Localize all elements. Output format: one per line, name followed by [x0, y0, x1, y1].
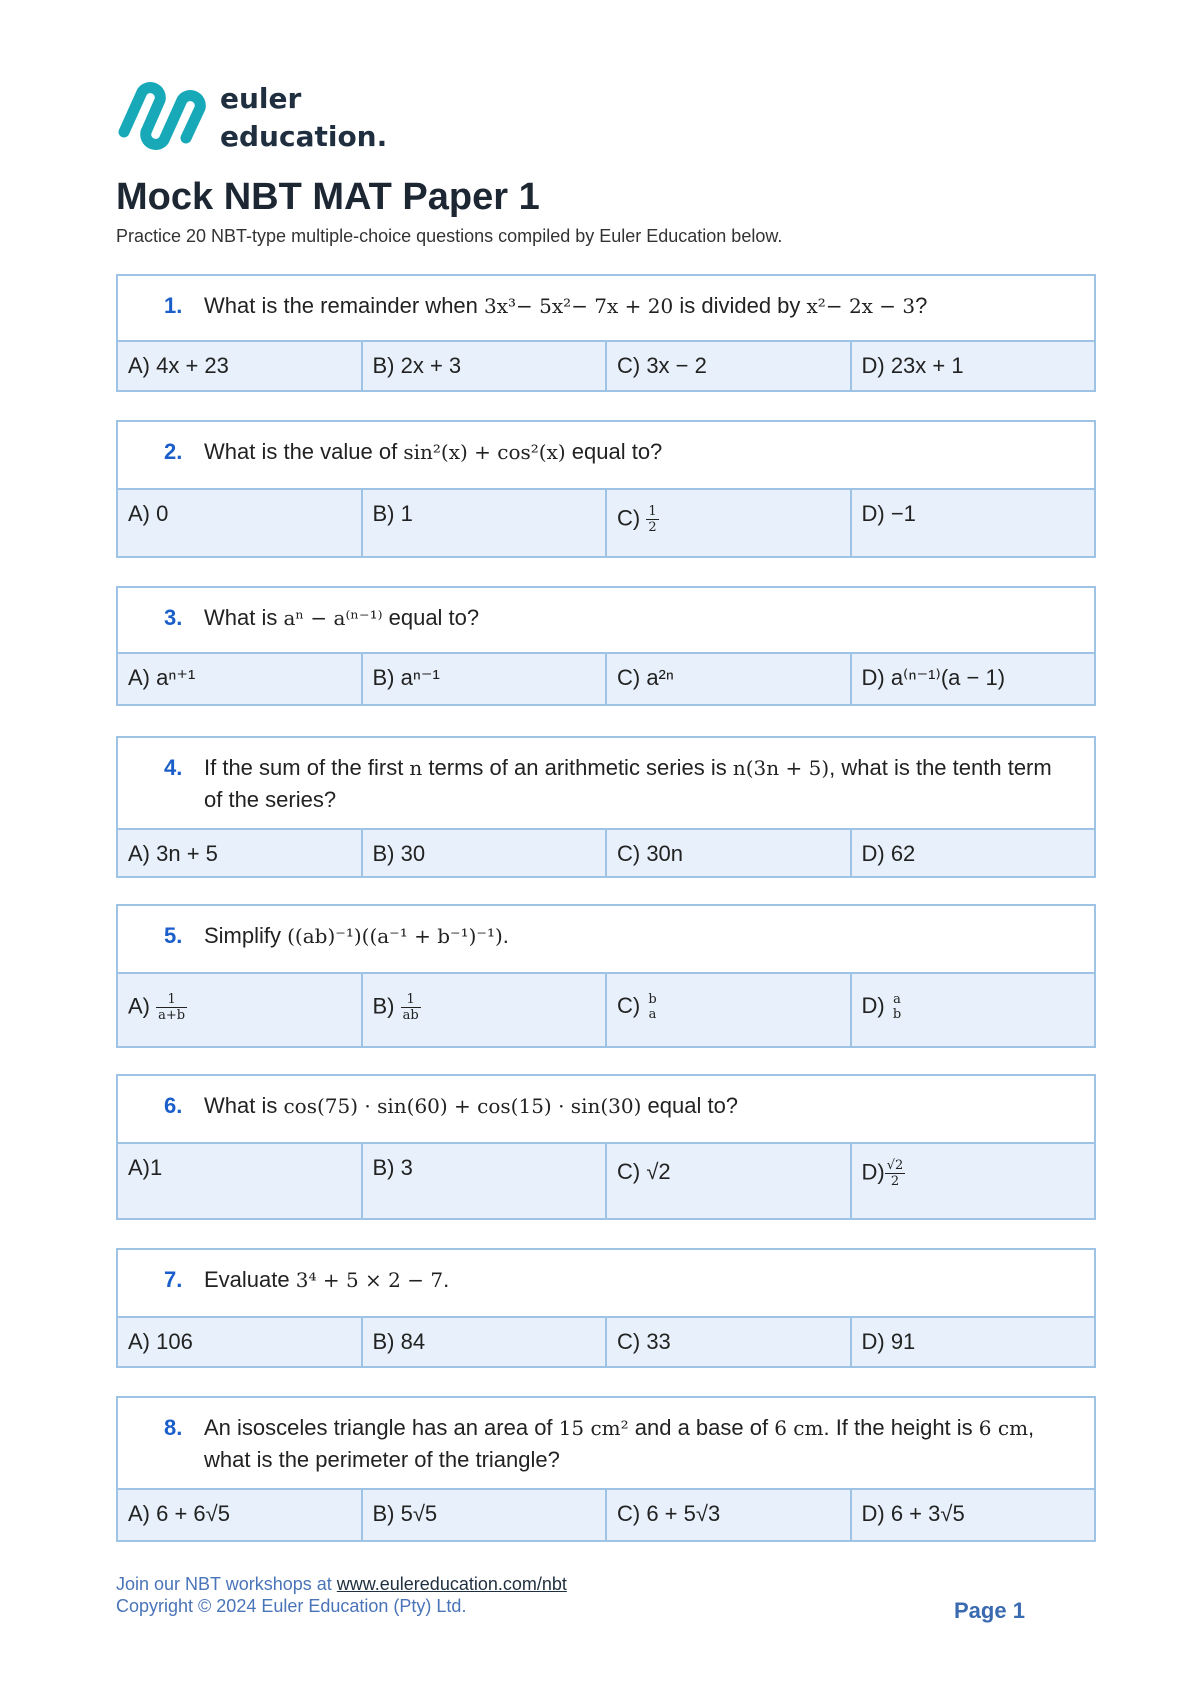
q-text: What is the value of	[204, 439, 404, 464]
page-number: Page 1	[954, 1598, 1025, 1623]
option-c[interactable]: C) a²ⁿ	[605, 654, 850, 704]
option-c[interactable]: C) 30n	[605, 830, 850, 876]
denominator: ab	[402, 1008, 419, 1023]
option-c[interactable]: C) 3x − 2	[605, 342, 850, 390]
fraction	[891, 992, 903, 1022]
question-text	[118, 1250, 1094, 1318]
option-b[interactable]	[361, 974, 606, 1046]
option-b[interactable]: B) 1	[361, 490, 606, 556]
numerator: 1	[156, 992, 187, 1008]
question-text	[118, 588, 1094, 654]
q-text: Evaluate	[204, 1267, 296, 1292]
denominator: a	[648, 1007, 657, 1023]
option-b[interactable]: B) 30	[361, 830, 606, 876]
q-text: .	[502, 923, 509, 948]
options-row	[118, 654, 1094, 704]
denominator: 2	[648, 520, 657, 535]
denominator: 2	[890, 1174, 900, 1189]
option-d[interactable]: D) 23x + 1	[850, 342, 1095, 390]
option-a[interactable]: A) 4x + 23	[128, 353, 229, 378]
option-a[interactable]: A) 3n + 5	[128, 841, 218, 866]
q-text: If the sum of the first	[204, 755, 410, 780]
logo-line-2: education.	[220, 120, 388, 153]
option-a[interactable]: A) 0	[128, 501, 169, 526]
numerator: b	[648, 992, 657, 1008]
option-c[interactable]: C) 33	[605, 1318, 850, 1366]
q-math: 3⁴ + 5 × 2 − 7	[295, 1268, 444, 1292]
logo-wordmark	[220, 80, 387, 156]
question-number: 2.	[164, 439, 183, 464]
option-d[interactable]: D) a⁽ⁿ⁻¹⁾(a − 1)	[850, 654, 1095, 704]
q-text: An isosceles triangle has an area of	[204, 1415, 559, 1440]
euler-education-logo	[116, 76, 386, 156]
question-number: 1.	[164, 293, 183, 318]
option-d[interactable]: D) 62	[850, 830, 1095, 876]
option-c[interactable]	[605, 490, 850, 556]
question-text	[118, 276, 1094, 342]
numerator: 1	[648, 504, 657, 519]
question-number: 8.	[164, 1415, 183, 1440]
q-text: , what is the tenth term of the series?	[204, 755, 1052, 812]
q-text: is divided by	[673, 293, 807, 318]
q-text: ?	[915, 293, 928, 318]
option-label: C)	[617, 993, 647, 1018]
options-row	[118, 1318, 1094, 1366]
question-card-2	[116, 420, 1096, 558]
option-d[interactable]: D) 6 + 3√5	[850, 1490, 1095, 1540]
logo-line-1: euler	[220, 82, 302, 115]
q-text: . If the height is	[823, 1415, 979, 1440]
option-c[interactable]: C) √2	[605, 1144, 850, 1218]
option-a[interactable]: A) 106	[128, 1329, 193, 1354]
q-text: equal to?	[382, 605, 480, 630]
question-card-1	[116, 274, 1096, 392]
question-card-3	[116, 586, 1096, 706]
fraction	[156, 992, 187, 1023]
q-text: terms of an arithmetic series is	[422, 755, 733, 780]
question-text	[118, 738, 1094, 830]
q-math: 3x³− 5x²− 7x + 20	[484, 294, 674, 318]
fraction	[646, 504, 658, 535]
numerator: a	[893, 992, 901, 1008]
numerator: 1	[401, 992, 421, 1008]
option-label: B)	[372, 993, 401, 1019]
option-label: D)	[861, 993, 891, 1018]
q-text: equal to?	[565, 439, 663, 464]
option-a[interactable]: A)1	[128, 1155, 163, 1180]
option-a[interactable]	[118, 974, 361, 1046]
option-b[interactable]: B) 5√5	[361, 1490, 606, 1540]
options-row	[118, 490, 1094, 556]
option-d[interactable]	[850, 974, 1095, 1046]
footer-workshops	[116, 1572, 567, 1596]
numerator: √2	[886, 1158, 904, 1173]
option-c[interactable]: C) 6 + 5√3	[605, 1490, 850, 1540]
fraction	[401, 992, 421, 1023]
q-math: ((ab)⁻¹)((a⁻¹ + b⁻¹)⁻¹)	[287, 924, 503, 948]
option-a[interactable]: A) 6 + 6√5	[128, 1501, 230, 1526]
option-label: A)	[128, 993, 157, 1019]
option-label: D)	[861, 1159, 885, 1185]
q-text: , what is the perimeter of the triangle?	[204, 1415, 1035, 1472]
q-text: .	[443, 1267, 450, 1292]
options-row	[118, 1490, 1094, 1540]
options-row	[118, 1144, 1094, 1218]
q-text: equal to?	[641, 1093, 739, 1118]
q-text: What is the remainder when	[204, 293, 485, 318]
option-d[interactable]: D) 91	[850, 1318, 1095, 1366]
question-card-5	[116, 904, 1096, 1048]
question-card-4	[116, 736, 1096, 878]
option-c[interactable]	[605, 974, 850, 1046]
question-number: 5.	[164, 923, 183, 948]
q-math: sin²(x) + cos²(x)	[403, 440, 566, 464]
option-b[interactable]: B) 84	[361, 1318, 606, 1366]
question-number: 7.	[164, 1267, 183, 1292]
page-title: Mock NBT MAT Paper 1	[116, 176, 540, 218]
q-math: x²− 2x − 3	[806, 294, 916, 318]
question-text	[118, 1076, 1094, 1144]
question-card-6	[116, 1074, 1096, 1220]
q-math: n(3n + 5)	[732, 756, 830, 780]
q-math: 15 cm²	[558, 1416, 629, 1440]
fraction	[646, 992, 658, 1022]
question-number: 3.	[164, 605, 183, 630]
q-math: 6 cm	[774, 1416, 824, 1440]
option-d[interactable]: D) −1	[850, 490, 1095, 556]
q-text: What is	[204, 1093, 284, 1118]
question-card-8	[116, 1396, 1096, 1542]
options-row	[118, 830, 1094, 876]
question-number: 4.	[164, 755, 183, 780]
footer-prefix: Join our NBT workshops at	[116, 1574, 337, 1594]
q-text: What is	[204, 605, 284, 630]
q-math: aⁿ − a⁽ⁿ⁻¹⁾	[283, 606, 383, 630]
q-math: n	[409, 756, 423, 780]
q-text: Simplify	[204, 923, 288, 948]
options-row	[118, 974, 1094, 1046]
question-text	[118, 1398, 1094, 1490]
option-b[interactable]: B) aⁿ⁻¹	[361, 654, 606, 704]
copyright: Copyright © 2024 Euler Education (Pty) Ltd.	[116, 1596, 467, 1616]
question-text	[118, 906, 1094, 974]
option-label: C)	[617, 505, 647, 531]
option-d[interactable]	[850, 1144, 1095, 1218]
option-a[interactable]: A) aⁿ⁺¹	[128, 665, 196, 690]
denominator: b	[892, 1007, 902, 1023]
fraction	[885, 1158, 906, 1189]
denominator: a+b	[158, 1008, 186, 1023]
option-b[interactable]: B) 2x + 3	[361, 342, 606, 390]
q-text: and a base of	[628, 1415, 775, 1440]
q-math: cos(75) · sin(60) + cos(15) · sin(30)	[283, 1094, 642, 1118]
options-row	[118, 342, 1094, 390]
question-text	[118, 422, 1094, 490]
q-math: 6 cm	[978, 1416, 1029, 1440]
page-subtitle: Practice 20 NBT-type multiple-choice questions compiled by Euler Education below.	[116, 226, 783, 246]
workshops-link[interactable]: www.eulereducation.com/nbt	[336, 1574, 567, 1594]
logo-mark-icon	[116, 76, 206, 156]
question-card-7	[116, 1248, 1096, 1368]
question-number: 6.	[164, 1093, 183, 1118]
option-b[interactable]: B) 3	[361, 1144, 606, 1218]
